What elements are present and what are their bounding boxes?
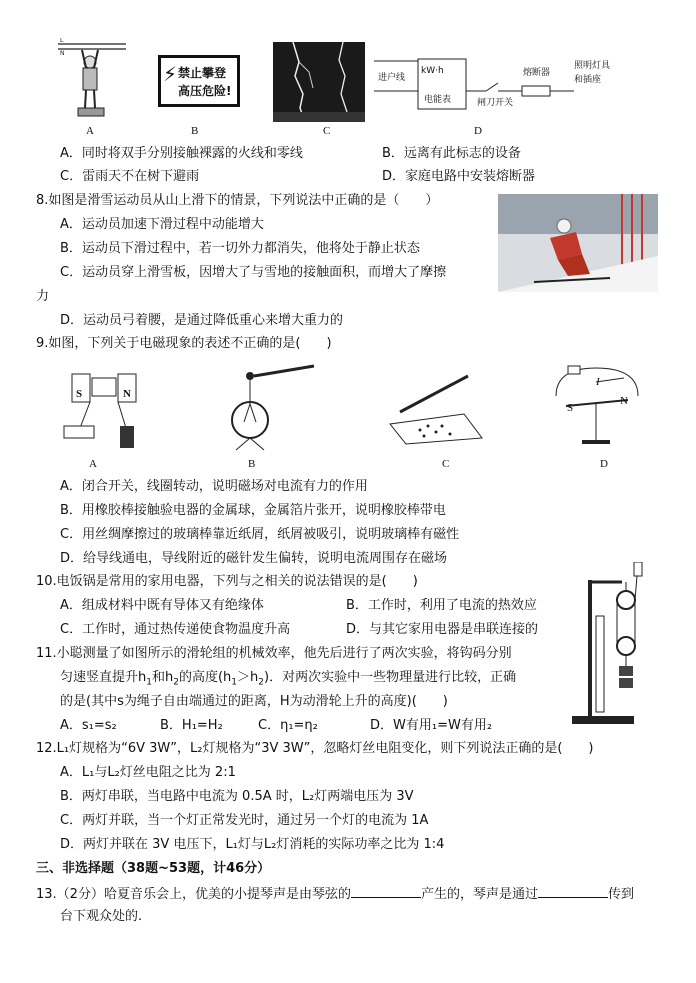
circuit-meter: 电能表 bbox=[424, 95, 452, 105]
q11-option-b: B．H₁=H₂ bbox=[160, 718, 223, 733]
q11-sub-h2: 2 bbox=[173, 677, 179, 688]
q9-figure-b-electroscope bbox=[222, 362, 322, 454]
circuit-meter-unit: kW·h bbox=[421, 66, 444, 76]
circuit-switch: 闸刀开关 bbox=[477, 98, 514, 108]
section3-title: 三、非选择题（38题~53题，计46分） bbox=[36, 861, 271, 876]
q12-option-d: D．两灯并联在 3V 电压下，L₁灯与L₂灯消耗的实际功率之比为 1:4 bbox=[60, 837, 445, 852]
q11-option-d: D．W有用₁=W有用₂ bbox=[370, 718, 493, 733]
q8-skier-photo bbox=[498, 194, 658, 292]
q11-sub-h1-compare: 1 bbox=[231, 677, 238, 688]
q13-blank-1[interactable] bbox=[351, 885, 421, 898]
q10-option-c: C．工作时，通过热传递使食物温度升高 bbox=[60, 622, 291, 637]
q10-option-a: A．组成材料中既有导体又有绝缘体 bbox=[60, 598, 264, 613]
q7-figure-c-lightning bbox=[273, 42, 365, 122]
q9-option-c: C．用丝绸摩擦过的玻璃棒靠近纸屑，纸屑被吸引，说明玻璃棒有磁性 bbox=[60, 527, 460, 542]
circuit-incoming-line: 进户线 bbox=[378, 73, 406, 83]
q10-stem: 10.电饭锅是常用的家用电器，下列与之相关的说法错误的是( ) bbox=[36, 574, 418, 589]
q9-option-d: D．给导线通电，导线附近的磁针发生偏转，说明电流周围存在磁场 bbox=[60, 551, 448, 566]
sign-text-line2: 高压危险! bbox=[178, 84, 232, 98]
q9-figure-c-glass-rod bbox=[380, 368, 492, 448]
circuit-load-line2: 和插座 bbox=[574, 75, 602, 85]
q9-magnet-s: S bbox=[76, 388, 83, 400]
q13-blank-2[interactable] bbox=[538, 885, 608, 898]
q9-label-d: D bbox=[600, 458, 608, 470]
q9-compass-n: N bbox=[620, 395, 628, 407]
q11-sub-h1: 1 bbox=[146, 677, 152, 688]
q8-stem: 8.如图是滑雪运动员从山上滑下的情景，下列说法中正确的是（ ） bbox=[36, 193, 439, 208]
q7-label-b: B bbox=[191, 125, 199, 137]
q11-line2 bbox=[60, 670, 516, 691]
q13-text-part1: 13.（2分）哈夏音乐会上，优美的小提琴声是由琴弦的 bbox=[36, 887, 351, 902]
q10-option-b: B．工作时，利用了电流的热效应 bbox=[346, 598, 537, 613]
q11-line2-text-d: ＞h bbox=[237, 670, 259, 685]
q8-option-d: D．运动员弓着腰，是通过降低重心来增大重力的 bbox=[60, 313, 344, 328]
q7-figure-a bbox=[52, 38, 130, 124]
q7-label-a: A bbox=[86, 125, 94, 137]
q11-line2-text-b: 和h bbox=[151, 670, 174, 685]
q9-label-b: B bbox=[248, 458, 256, 470]
q9-option-a: A．闭合开关，线圈转动，说明磁场对电流有力的作用 bbox=[60, 479, 368, 494]
q9-current-i: I bbox=[596, 376, 600, 388]
q9-label-a: A bbox=[89, 458, 97, 470]
q13-text-part3: 传到 bbox=[607, 887, 634, 902]
q7-option-c: C．雷雨天不在树下避雨 bbox=[60, 169, 200, 184]
q11-sub-h2-compare: 2 bbox=[258, 677, 264, 688]
q8-option-a: A．运动员加速下滑过程中动能增大 bbox=[60, 217, 264, 232]
q7-label-c: C bbox=[323, 125, 331, 137]
circuit-fuse: 熔断器 bbox=[523, 68, 551, 78]
q13-line1 bbox=[36, 885, 634, 903]
svg-text:L: L bbox=[60, 38, 64, 44]
q8-option-c: C．运动员穿上滑雪板，因增大了与雪地的接触面积，而增大了摩擦 bbox=[60, 265, 447, 280]
q8-option-b: B．运动员下滑过程中，若一切外力都消失，他将处于静止状态 bbox=[60, 241, 420, 256]
q12-option-b: B．两灯串联，当电路中电流为 0.5A 时，L₂灯两端电压为 3V bbox=[60, 789, 414, 804]
q11-line2-text-e: )．对两次实验中一些物理量进行比较，正确 bbox=[264, 670, 517, 685]
q9-magnet-n: N bbox=[123, 388, 131, 400]
q12-option-c: C．两灯并联，当一个灯正常发光时，通过另一个灯的电流为 1A bbox=[60, 813, 429, 828]
q11-line3: 的是(其中s为绳子自由端通过的距离，H为动滑轮上升的高度)( ) bbox=[60, 694, 448, 709]
q9-figure-d-compass bbox=[546, 360, 646, 454]
q11-pulley-apparatus bbox=[566, 562, 646, 726]
q11-option-a: A．s₁=s₂ bbox=[60, 718, 117, 733]
q9-compass-s: S bbox=[567, 402, 574, 414]
q9-figure-a-motor bbox=[60, 362, 148, 454]
q7-figure-b-sign bbox=[158, 55, 240, 107]
q9-label-c: C bbox=[442, 458, 450, 470]
q9-option-b: B．用橡胶棒接触验电器的金属球，金属箔片张开，说明橡胶棒带电 bbox=[60, 503, 446, 518]
q11-option-c: C．η₁=η₂ bbox=[258, 718, 318, 733]
q11-line2-text-a: 匀速竖直提升h bbox=[60, 670, 147, 685]
q7-label-d: D bbox=[474, 125, 482, 137]
q13-text-part2: 产生的，琴声是通过 bbox=[420, 887, 538, 902]
q7-option-a: A．同时将双手分别接触裸露的火线和零线 bbox=[60, 146, 303, 161]
q10-option-d: D．与其它家用电器是串联连接的 bbox=[346, 622, 539, 637]
q7-option-d: D．家庭电路中安装熔断器 bbox=[382, 169, 536, 184]
q11-line2-text-c: 的高度(h bbox=[178, 670, 232, 685]
sign-text-line1: 禁止攀登 bbox=[178, 66, 227, 80]
q9-stem: 9.如图，下列关于电磁现象的表述不正确的是( ) bbox=[36, 336, 332, 351]
lightning-icon: ⚡ bbox=[163, 62, 178, 86]
q13-line2: 台下观众处的. bbox=[60, 909, 143, 924]
q12-option-a: A．L₁与L₂灯丝电阻之比为 2:1 bbox=[60, 765, 236, 780]
svg-text:N: N bbox=[60, 50, 65, 57]
q11-line1: 11.小聪测量了如图所示的滑轮组的机械效率，他先后进行了两次实验，将钩码分别 bbox=[36, 646, 512, 661]
q8-option-c-cont: 力 bbox=[36, 289, 50, 304]
q7-option-b: B．远离有此标志的设备 bbox=[382, 146, 521, 161]
q12-stem: 12.L₁灯规格为“6V 3W”，L₂灯规格为“3V 3W”，忽略灯丝电阻变化，则下列说法正确的是( ) bbox=[36, 741, 594, 756]
circuit-load-line1: 照明灯具 bbox=[574, 61, 611, 71]
